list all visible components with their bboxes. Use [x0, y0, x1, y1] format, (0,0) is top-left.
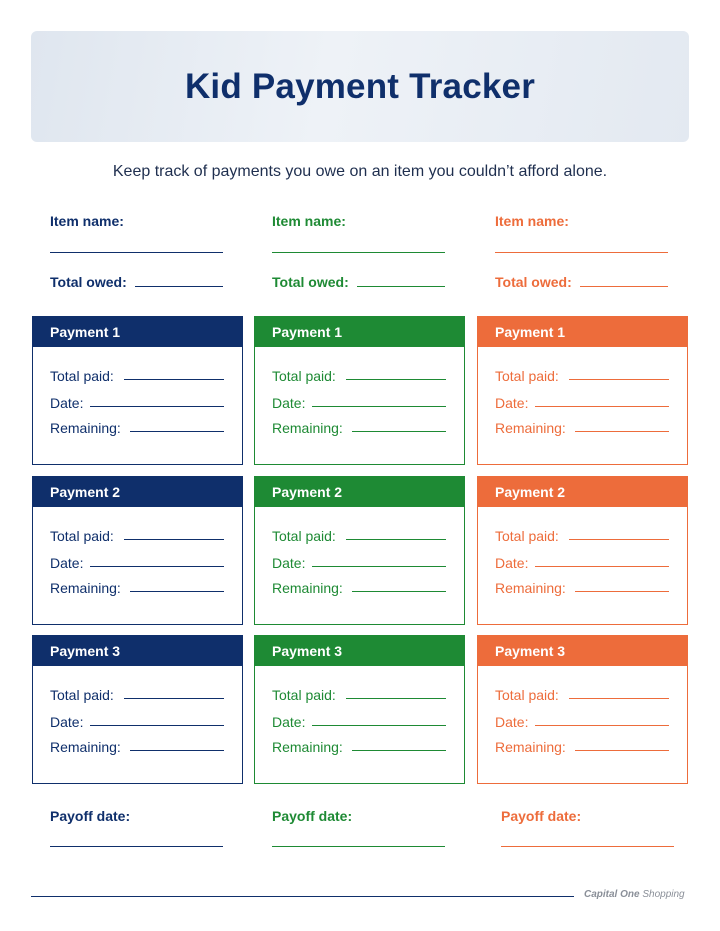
- remaining-label: Remaining:: [272, 739, 343, 755]
- payment-card: [477, 635, 688, 784]
- date-label: Date:: [272, 714, 306, 730]
- total-paid-field[interactable]: [346, 379, 446, 380]
- payment-card: [32, 476, 243, 625]
- date-field[interactable]: [312, 725, 446, 726]
- item-name-field[interactable]: [272, 252, 445, 253]
- item-name-label: Item name:: [272, 213, 346, 229]
- total-owed-label: Total owed:: [272, 274, 349, 290]
- payment-card-title: Payment 1: [255, 317, 464, 347]
- payoff-date-field[interactable]: [50, 846, 223, 847]
- payment-card-title: Payment 1: [478, 317, 687, 347]
- payment-card: [254, 635, 465, 784]
- total-owed-field[interactable]: [357, 286, 445, 287]
- total-paid-label: Total paid:: [272, 528, 336, 544]
- payoff-date-label: Payoff date:: [501, 808, 582, 824]
- remaining-field[interactable]: [130, 750, 224, 751]
- brand-secondary: Shopping: [642, 889, 685, 900]
- item-name-field[interactable]: [50, 252, 223, 253]
- date-label: Date:: [495, 714, 529, 730]
- date-label: Date:: [495, 555, 529, 571]
- payment-card-title: Payment 3: [478, 636, 687, 666]
- total-paid-label: Total paid:: [495, 368, 559, 384]
- remaining-label: Remaining:: [495, 739, 566, 755]
- remaining-field[interactable]: [352, 431, 446, 432]
- date-field[interactable]: [90, 406, 224, 407]
- payment-card: [477, 476, 688, 625]
- total-paid-field[interactable]: [346, 539, 446, 540]
- total-paid-label: Total paid:: [50, 528, 114, 544]
- footer-divider: [31, 896, 574, 897]
- payment-card: [32, 635, 243, 784]
- remaining-label: Remaining:: [272, 580, 343, 596]
- total-paid-field[interactable]: [569, 379, 669, 380]
- date-field[interactable]: [90, 725, 224, 726]
- total-paid-field[interactable]: [569, 539, 669, 540]
- date-label: Date:: [50, 395, 84, 411]
- remaining-field[interactable]: [575, 750, 669, 751]
- date-label: Date:: [495, 395, 529, 411]
- remaining-field[interactable]: [575, 591, 669, 592]
- item-name-label: Item name:: [495, 213, 569, 229]
- date-field[interactable]: [535, 566, 669, 567]
- payoff-date-label: Payoff date:: [50, 808, 131, 824]
- payment-card-title: Payment 3: [33, 636, 242, 666]
- remaining-field[interactable]: [130, 591, 224, 592]
- total-owed-label: Total owed:: [495, 274, 572, 290]
- payment-card-title: Payment 2: [478, 477, 687, 507]
- date-field[interactable]: [535, 725, 669, 726]
- total-paid-field[interactable]: [346, 698, 446, 699]
- date-label: Date:: [50, 714, 84, 730]
- brand-primary: Capital One: [584, 889, 640, 900]
- remaining-field[interactable]: [575, 431, 669, 432]
- date-field[interactable]: [312, 406, 446, 407]
- payoff-date-label: Payoff date:: [272, 808, 353, 824]
- total-owed-field[interactable]: [135, 286, 223, 287]
- remaining-label: Remaining:: [272, 420, 343, 436]
- total-paid-field[interactable]: [569, 698, 669, 699]
- total-paid-label: Total paid:: [272, 368, 336, 384]
- date-field[interactable]: [90, 566, 224, 567]
- page-title: Kid Payment Tracker: [184, 66, 536, 106]
- date-field[interactable]: [312, 566, 446, 567]
- remaining-field[interactable]: [130, 431, 224, 432]
- total-paid-label: Total paid:: [272, 687, 336, 703]
- item-name-label: Item name:: [50, 213, 124, 229]
- remaining-label: Remaining:: [495, 420, 566, 436]
- payment-card: [254, 476, 465, 625]
- payment-card-title: Payment 2: [255, 477, 464, 507]
- payoff-date-field[interactable]: [501, 846, 674, 847]
- remaining-label: Remaining:: [50, 420, 121, 436]
- remaining-field[interactable]: [352, 591, 446, 592]
- total-paid-label: Total paid:: [50, 368, 114, 384]
- total-paid-label: Total paid:: [495, 687, 559, 703]
- item-name-field[interactable]: [495, 252, 668, 253]
- total-paid-label: Total paid:: [50, 687, 114, 703]
- payment-card-title: Payment 3: [255, 636, 464, 666]
- total-paid-field[interactable]: [124, 379, 224, 380]
- brand-logo: [584, 889, 685, 900]
- header-banner: [31, 31, 689, 142]
- total-paid-label: Total paid:: [495, 528, 559, 544]
- date-label: Date:: [272, 555, 306, 571]
- payoff-date-field[interactable]: [272, 846, 445, 847]
- payment-card: [477, 316, 688, 465]
- payment-card: [32, 316, 243, 465]
- date-label: Date:: [50, 555, 84, 571]
- remaining-field[interactable]: [352, 750, 446, 751]
- payment-card: [254, 316, 465, 465]
- page-subtitle: Keep track of payments you owe on an item you couldn’t afford alone.: [112, 163, 608, 180]
- payment-card-title: Payment 2: [33, 477, 242, 507]
- total-paid-field[interactable]: [124, 698, 224, 699]
- total-paid-field[interactable]: [124, 539, 224, 540]
- total-owed-label: Total owed:: [50, 274, 127, 290]
- date-label: Date:: [272, 395, 306, 411]
- remaining-label: Remaining:: [50, 580, 121, 596]
- payment-card-title: Payment 1: [33, 317, 242, 347]
- date-field[interactable]: [535, 406, 669, 407]
- remaining-label: Remaining:: [50, 739, 121, 755]
- remaining-label: Remaining:: [495, 580, 566, 596]
- total-owed-field[interactable]: [580, 286, 668, 287]
